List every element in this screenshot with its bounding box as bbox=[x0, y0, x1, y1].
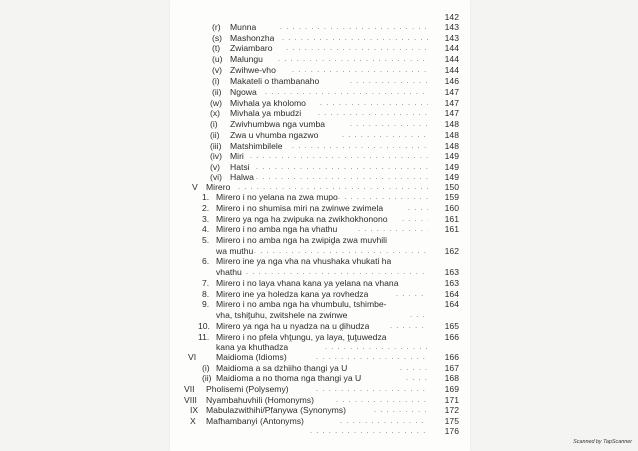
toc-entry bbox=[170, 54, 470, 65]
toc-entry-page-number: 143 bbox=[444, 22, 459, 32]
toc-entry-title: Mirero i no amba nga ha zwipiḓa zwa muvhili bbox=[216, 235, 387, 245]
toc-entry-marker: VII bbox=[184, 384, 195, 394]
toc-entry-title: Zwiambaro bbox=[230, 43, 273, 53]
toc-entry bbox=[170, 22, 470, 33]
toc-entry-title: Mafhambanyi (Antonyms) bbox=[206, 416, 304, 426]
toc-entry bbox=[170, 87, 470, 98]
dot-leader bbox=[246, 267, 428, 278]
toc-entry-title: Mirero i no laya vhana kana ya yelana na vhana bbox=[216, 278, 399, 288]
toc-entry-page-number: 161 bbox=[444, 214, 459, 224]
toc-entry-marker: V bbox=[192, 182, 198, 192]
toc-entry-title: Mirero bbox=[206, 182, 231, 192]
toc-entry-marker: (i) bbox=[210, 119, 218, 129]
toc-entry-page-number: 161 bbox=[444, 224, 459, 234]
toc-entry-title: Zwihwe-vho bbox=[230, 65, 276, 75]
toc-entry-marker: (r) bbox=[212, 22, 221, 32]
dot-leader bbox=[406, 373, 428, 384]
toc-entry-title: Maidioma a no thoma nga thangi ya U bbox=[216, 373, 362, 383]
toc-entry-page-number: 149 bbox=[444, 162, 459, 172]
toc-entry bbox=[170, 426, 470, 437]
toc-entry-marker: (v) bbox=[212, 65, 223, 75]
toc-entry-title: Mirero i no pfela vhṱungu, ya laya, ṱuṱuwedza bbox=[216, 332, 387, 342]
toc-entry-title: Hatsi bbox=[230, 162, 250, 172]
toc-entry-title: Halwa bbox=[230, 172, 254, 182]
toc-entry-page-number: 142 bbox=[444, 12, 459, 22]
dot-leader bbox=[316, 384, 428, 395]
toc-entry bbox=[170, 310, 470, 321]
dot-leader bbox=[390, 321, 428, 332]
dot-leader bbox=[250, 151, 428, 162]
toc-entry-marker: 7. bbox=[202, 278, 210, 288]
toc-entry-page-number: 148 bbox=[444, 130, 459, 140]
toc-entry bbox=[170, 151, 470, 162]
dot-leader bbox=[310, 426, 428, 437]
toc-entry-marker: (vi) bbox=[210, 172, 222, 182]
toc-entry-title: Zwa u vhumba ngazwo bbox=[230, 130, 319, 140]
dot-leader bbox=[410, 310, 428, 321]
toc-entry-title: Maidioma a sa dzhiiho thangi ya U bbox=[216, 363, 348, 373]
toc-entry-title: Munna bbox=[230, 22, 257, 32]
toc-entry-page-number: 171 bbox=[444, 395, 459, 405]
toc-entry-page-number: 147 bbox=[444, 98, 459, 108]
toc-entry-title: Makateli o thambanaho bbox=[230, 76, 320, 86]
toc-entry-page-number: 146 bbox=[444, 76, 459, 86]
toc-entry-page-number: 149 bbox=[444, 172, 459, 182]
toc-entry bbox=[170, 43, 470, 54]
toc-entry-title: Mirero ya nga ha zwipuka na zwikhokhonono bbox=[216, 214, 388, 224]
toc-entry-title: Mirero ine ya nga vha na vhushaka vhukati ha bbox=[216, 256, 392, 266]
toc-entry-page-number: 148 bbox=[444, 141, 459, 151]
toc-entry-marker: X bbox=[190, 416, 196, 426]
toc-entry-title: Zwivhumbwa nga vumba bbox=[230, 119, 326, 129]
toc-entry-marker: 5. bbox=[202, 235, 210, 245]
dot-leader bbox=[318, 108, 428, 119]
toc-entry-page-number: 163 bbox=[444, 278, 459, 288]
toc-entry-marker: (s) bbox=[212, 33, 223, 43]
dot-leader bbox=[278, 54, 428, 65]
toc-entry-title: Mivhala ya mbudzi bbox=[230, 108, 302, 118]
toc-entry-page-number: 164 bbox=[444, 299, 459, 309]
toc-entry-title: Mirero ine ya holedza kana ya rovhedza bbox=[216, 289, 369, 299]
toc-entry-marker: 4. bbox=[202, 224, 210, 234]
toc-entry-title: Mabulazwithihi/Pfanywa (Synonyms) bbox=[206, 405, 346, 415]
toc-entry-page-number: 159 bbox=[444, 192, 459, 202]
toc-entry-marker: (t) bbox=[212, 43, 221, 53]
toc-entry-marker: (v) bbox=[210, 162, 221, 172]
toc-entry bbox=[170, 278, 470, 289]
toc-entry-page-number: 143 bbox=[444, 33, 459, 43]
toc-entry-marker: 1. bbox=[202, 192, 210, 202]
dot-leader bbox=[350, 76, 428, 87]
toc-entry bbox=[170, 235, 470, 246]
toc-entry-page-number: 167 bbox=[444, 363, 459, 373]
toc-entry-title: vhathu bbox=[216, 267, 242, 277]
toc-entry-title: Mirero i no shumisa miri na zwinwe zwimela bbox=[216, 203, 384, 213]
dot-leader bbox=[374, 405, 428, 416]
toc-entry-title: Matshimbilele bbox=[230, 141, 283, 151]
toc-entry-marker: 2. bbox=[202, 203, 210, 213]
toc-entry bbox=[170, 384, 470, 395]
toc-entry-page-number: 175 bbox=[444, 416, 459, 426]
toc-entry-title: Ngowa bbox=[230, 87, 257, 97]
toc-entry-page-number: 149 bbox=[444, 151, 459, 161]
toc-entry bbox=[170, 192, 470, 203]
dot-leader bbox=[338, 192, 428, 203]
toc-entry-title: Mivhala ya kholomo bbox=[230, 98, 306, 108]
toc-entry-marker: (ii) bbox=[212, 87, 222, 97]
toc-entry-marker: (i) bbox=[212, 76, 220, 86]
toc-entry bbox=[170, 119, 470, 130]
toc-entry-title: Mirero i no amba nga ha vhathu bbox=[216, 224, 338, 234]
toc-entry-page-number: 163 bbox=[444, 267, 459, 277]
toc-entry-page-number: 165 bbox=[444, 321, 459, 331]
dot-leader bbox=[286, 43, 428, 54]
toc-entry-marker: (iii) bbox=[210, 141, 222, 151]
toc-entry-page-number: 147 bbox=[444, 87, 459, 97]
toc-entry-page-number: 166 bbox=[444, 352, 459, 362]
toc-entry-marker: (w) bbox=[210, 98, 222, 108]
toc-entry-page-number: 144 bbox=[444, 65, 459, 75]
scanner-watermark: Scanned by TapScanner bbox=[573, 439, 632, 445]
dot-leader bbox=[342, 130, 428, 141]
toc-entry-page-number: 150 bbox=[444, 182, 459, 192]
toc-entry-marker: (i) bbox=[202, 363, 210, 373]
toc-entry-marker: 11. bbox=[198, 332, 210, 342]
toc-entry-marker: 8. bbox=[202, 289, 210, 299]
toc-entry-title: wa muthu bbox=[216, 246, 254, 256]
toc-entry-page-number: 160 bbox=[444, 203, 459, 213]
dot-leader bbox=[316, 352, 428, 363]
dot-leader bbox=[292, 65, 428, 76]
toc-entry bbox=[170, 256, 470, 267]
toc-entry-title: vha, tshiṱuhu, zwitshele na zwinwe bbox=[216, 310, 348, 320]
toc-entry-marker: (iv) bbox=[210, 151, 222, 161]
toc-entry-title: Mirero i no amba nga ha vhumbulu, tshimbe- bbox=[216, 299, 387, 309]
toc-entry bbox=[170, 405, 470, 416]
book-page bbox=[170, 0, 470, 451]
dot-leader bbox=[280, 22, 428, 33]
toc-entry bbox=[170, 373, 470, 384]
toc-entry-title: kana ya khuthadza bbox=[216, 342, 289, 352]
toc-entry-marker: 3. bbox=[202, 214, 210, 224]
toc-entry-title: Maidioma (Idioms) bbox=[216, 352, 287, 362]
toc-entry-marker: VIII bbox=[184, 395, 197, 405]
toc-entry-marker: 6. bbox=[202, 256, 210, 266]
toc-entry bbox=[170, 76, 470, 87]
toc-entry-page-number: 144 bbox=[444, 43, 459, 53]
toc-entry-marker: (ii) bbox=[210, 130, 220, 140]
toc-entry-page-number: 168 bbox=[444, 373, 459, 383]
toc-entry bbox=[170, 321, 470, 332]
toc-entry-marker: (u) bbox=[212, 54, 223, 64]
dot-leader bbox=[350, 119, 428, 130]
dot-leader bbox=[408, 203, 428, 214]
toc-entry bbox=[170, 108, 470, 119]
toc-entry-marker: (x) bbox=[210, 108, 221, 118]
toc-entry bbox=[170, 352, 470, 363]
toc-entry bbox=[170, 267, 470, 278]
toc-entry bbox=[170, 203, 470, 214]
toc-entry-marker: 9. bbox=[202, 299, 210, 309]
toc-entry-title: Nyambahuvhili (Homonyms) bbox=[206, 395, 314, 405]
dot-leader bbox=[358, 224, 428, 235]
toc-entry-page-number: 148 bbox=[444, 119, 459, 129]
toc-entry-page-number: 169 bbox=[444, 384, 459, 394]
toc-entry-title: Pholisemi (Polysemy) bbox=[206, 384, 289, 394]
toc-entry-marker: (ii) bbox=[202, 373, 212, 383]
dot-leader bbox=[265, 87, 428, 98]
toc-entry-marker: IX bbox=[190, 405, 199, 415]
toc-entry-title: Malungu bbox=[230, 54, 263, 64]
toc-entry-title: Mirero i no yelana na zwa mupo bbox=[216, 192, 338, 202]
toc-entry-page-number: 162 bbox=[444, 246, 459, 256]
toc-entry-page-number: 176 bbox=[444, 426, 459, 436]
toc-entry bbox=[170, 299, 470, 310]
toc-entry bbox=[170, 130, 470, 141]
toc-entry-marker: VI bbox=[188, 352, 197, 362]
toc-entry-page-number: 164 bbox=[444, 289, 459, 299]
toc-entry-marker: 10. bbox=[198, 321, 210, 331]
toc-entry-page-number: 144 bbox=[444, 54, 459, 64]
toc-entry-page-number: 147 bbox=[444, 108, 459, 118]
toc-entry bbox=[170, 224, 470, 235]
toc-entry bbox=[170, 65, 470, 76]
toc-entry-title: Miri bbox=[230, 151, 244, 161]
toc-entry-title: Mashonzha bbox=[230, 33, 275, 43]
toc-entry-page-number: 166 bbox=[444, 332, 459, 342]
toc-entry-page-number: 172 bbox=[444, 405, 459, 415]
toc-entry-title: Mirero ya nga ha u nyadza na u ḓihudza bbox=[216, 321, 370, 331]
